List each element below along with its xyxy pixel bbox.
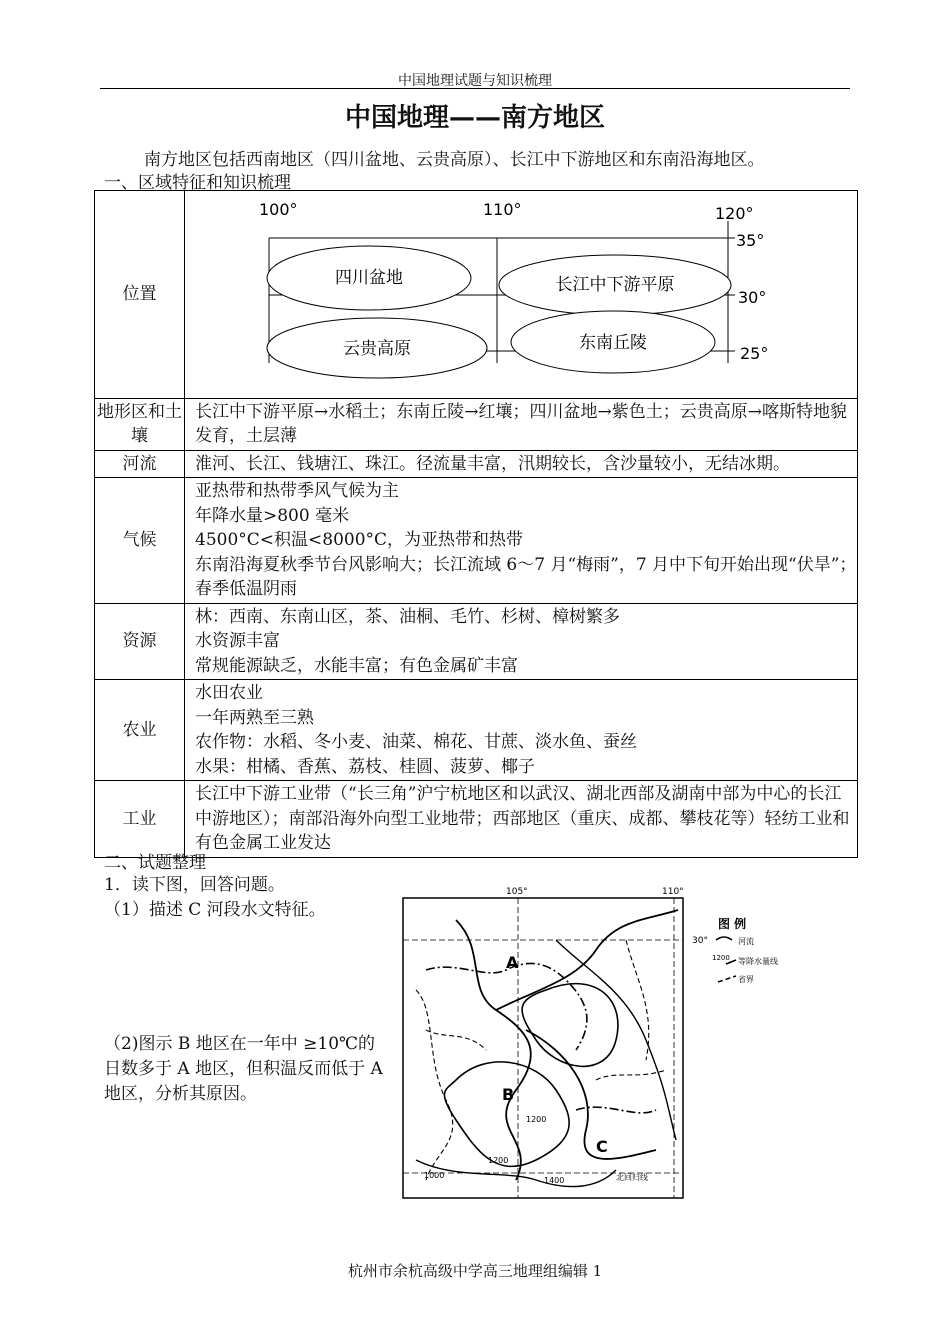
position-map-cell [185,191,858,399]
content-line: 水果：柑橘、香蕉、荔枝、桂圆、菠萝、椰子 [195,756,535,777]
knowledge-table [94,190,858,858]
row-label: 农业 [95,680,185,781]
content-line: 4500°C<积温<8000°C，为亚热带和热带 [195,530,524,551]
lat-label: 35° [736,231,765,250]
row-content [185,398,858,450]
position-map [185,191,857,390]
section2-heading: 二、试题整理 [104,853,206,873]
row-label: 位置 [95,191,185,399]
lon-label: 110° [483,200,522,219]
legend [712,936,778,984]
intro-text: 南方地区包括西南地区（四川盆地、云贵高原）、长江中下游地区和东南沿海地区。 [144,150,765,170]
point-label-a: A [506,953,519,972]
content-line: 林：西南、东南山区，茶、油桐、毛竹、杉树、樟树繁多 [195,606,620,627]
lat-label: 30° [738,288,767,307]
row-content [185,478,858,604]
map-lon-label: 110° [662,887,684,897]
lon-label: 120° [715,204,754,223]
page-header: 中国地理试题与知识梳理 [398,73,552,89]
content-line: 长江中下游平原→水稻土；东南丘陵→红壤；四川盆地→紫色土；云贵高原→喀斯特地貌发育，土层薄 [195,401,847,446]
map-lat-label: 30° [692,936,708,946]
contour-label: 1200 [488,1156,509,1165]
content-line: 农作物：水稻、冬小麦、油菜、棉花、甘蔗、淡水鱼、蚕丝 [195,732,637,752]
content-line: 淮河、长江、钱塘江、珠江。径流量丰富，汛期较长，含沙量较小，无结冰期。 [195,453,790,474]
region-label: 云贵高原 [343,339,411,359]
table-row-terrain [95,398,858,450]
lon-label: 100° [259,200,298,219]
page-title: 中国地理——南方地区 [344,103,605,133]
table-row-agriculture [95,680,858,781]
contour-label: 1000 [424,1171,445,1180]
legend-title: 图 例 [718,917,747,931]
legend-item: 省界 [738,975,754,984]
page-footer: 杭州市余杭高级中学高三地理组编辑 1 [347,1262,603,1280]
table-row-climate [95,478,858,604]
question-1-2: （2)图示 B 地区在一年中 ≥10℃的日数多于 A 地区，但积温反而低于 A 地区，分析其原因。 [104,1034,383,1104]
point-label-b: B [502,1085,515,1104]
row-label: 地形区和土壤 [95,398,185,450]
question-1: 1．读下图，回答问题。 [104,875,285,895]
legend-item: 河流 [738,937,754,946]
map-lon-label: 105° [506,887,528,897]
content-line: 水田农业 [195,683,263,703]
contour-label: 1400 [544,1176,565,1185]
row-content [185,450,858,478]
question-1-1: （1）描述 C 河段水文特征。 [104,900,326,920]
row-content [185,604,858,680]
header-rule [100,88,850,89]
content-line: 年降水量>800 毫米 [195,505,350,526]
content-line: 东南沿海夏秋季节台风影响大；长江流域 6～7 月“梅雨”，7 月中下旬开始出现“伏旱”；春季低温阴雨 [195,554,857,600]
row-label: 气候 [95,478,185,604]
row-content [185,781,858,858]
content-line: 水资源丰富 [195,631,280,652]
section1-heading: 一、区域特征和知识梳理 [104,173,291,193]
region-label: 长江中下游平原 [555,275,675,295]
region-label: 四川盆地 [335,268,403,288]
region-label: 东南丘陵 [579,333,647,353]
lat-label: 25° [740,344,769,363]
legend-item: 等降水量线 [738,957,778,966]
point-label-c: C [596,1137,608,1156]
content-line: 长江中下游工业带（“长三角”沪宁杭地区和以武汉、湖北西部及湖南中部为中心的长江中游地区）；南部沿海外向型工业地带；西部地区（重庆、成都、攀枝花等）轻纺工业和有色金属工业发达 [195,784,850,854]
table-row-resources [95,604,858,680]
row-label: 河流 [95,450,185,478]
row-content [185,680,858,781]
content-line: 亚热带和热带季风气候为主 [195,481,399,502]
legend-iso-value: 1200 [712,954,730,962]
contour-label: 1200 [526,1115,547,1124]
content-line: 一年两熟至三熟 [195,707,314,728]
content-line: 常规能源缺乏，水能丰富；有色金属矿丰富 [195,655,518,676]
row-label: 工业 [95,781,185,858]
row-label: 资源 [95,604,185,680]
table-row-industry [95,781,858,858]
tropic-label: 北回归线 [616,1173,648,1182]
rainfall-map-figure [396,880,836,1210]
table-row-position [95,191,858,399]
table-row-rivers [95,450,858,478]
